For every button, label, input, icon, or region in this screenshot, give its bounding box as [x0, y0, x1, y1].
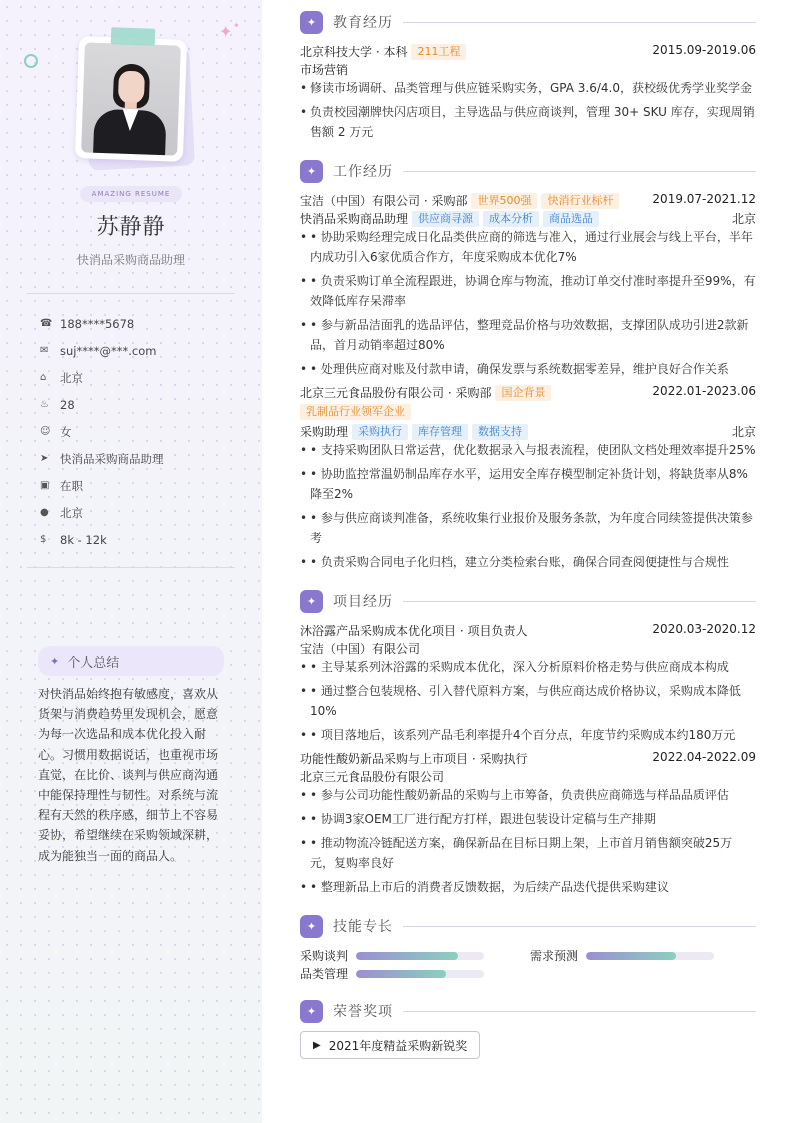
project-period: 2022.04-2022.09: [652, 750, 756, 764]
info-salary: $ 8k - 12k: [40, 532, 107, 547]
briefcase-icon: ▣: [40, 480, 50, 491]
sidebar-divider: [27, 293, 235, 294]
skill-tag: 数据支持: [472, 424, 528, 440]
section-title: 项目经历: [333, 594, 393, 610]
contact-info-list: [40, 310, 240, 553]
list-item: • • 主导某系列沐浴露的采购成本优化，深入分析原料价格走势与供应商成本构成: [300, 657, 756, 677]
school-name: 北京科技大学 · 本科: [300, 45, 408, 59]
gender-icon: ☺: [40, 426, 51, 437]
project-bullets: [300, 785, 756, 901]
skill-bar: [356, 970, 484, 978]
company-tag: 快消行业标杆: [541, 193, 619, 209]
list-item: • • 参与新品洁面乳的选品评估，整理竞品价格与功效数据，支撑团队成功引进2款新品，首月动销率超过80%: [300, 315, 756, 355]
work-location: 北京: [731, 425, 756, 439]
home-icon: ⌂: [40, 372, 47, 383]
section-divider: [403, 926, 756, 927]
sparkle-icon: ✦: [300, 160, 323, 183]
sparkle-icon: ✦: [300, 1000, 323, 1023]
section-divider: [403, 1011, 756, 1012]
skill-tag: 供应商寻源: [412, 211, 479, 227]
work-title-line: [300, 210, 756, 227]
skill-tag: 商品选品: [543, 211, 599, 227]
sidebar-divider: [27, 567, 235, 568]
list-item: • • 负责采购订单全流程跟进，协调仓库与物流，推动订单交付准时率提升至99%，有效降低库存呆滞率: [300, 271, 756, 311]
section-skills-header: [300, 914, 756, 938]
photo-tape: [111, 27, 156, 46]
location-pin-icon: ●: [40, 507, 49, 518]
skill-name: 采购谈判: [300, 949, 349, 963]
list-item: • • 推动物流冷链配送方案，确保新品在目标日期上架，上市首月销售额突破25万元，复购率良好: [300, 833, 756, 873]
skill-name: 品类管理: [300, 967, 349, 981]
list-item: • • 参与公司功能性酸奶新品的采购与上市筹备，负责供应商筛选与样品品质评估: [300, 785, 756, 805]
project-company: 北京三元食品股份有限公司: [300, 770, 445, 784]
candidate-role: 快消品采购商品助理: [76, 253, 185, 267]
education-school-line: [300, 43, 756, 60]
decorative-ring-icon: [24, 54, 38, 68]
company-tag: 乳制品行业领军企业: [300, 404, 411, 420]
skill-tag: 采购执行: [352, 424, 408, 440]
skill-item: [300, 965, 484, 982]
work-company-line: [300, 192, 756, 209]
skill-bar-fill: [356, 970, 446, 978]
sparkle-icon: ✦: [300, 11, 323, 34]
skill-tag: 成本分析: [483, 211, 539, 227]
skill-name: 需求预测: [530, 949, 579, 963]
company-name: 宝洁（中国）有限公司 · 采购部: [300, 194, 468, 208]
job-title: 采购助理: [300, 425, 349, 439]
skill-item: [530, 947, 714, 964]
cake-icon: ♨: [40, 399, 49, 410]
send-icon: ➤: [40, 453, 49, 464]
company-tag: 世界500强: [471, 193, 537, 209]
section-divider: [403, 171, 756, 172]
play-triangle-icon: ▶: [313, 1039, 321, 1051]
sidebar: [0, 0, 262, 1123]
list-item: • • 协助采购经理完成日化品类供应商的筛选与准入，通过行业展会与线上平台，半年内成功引入6家优质合作方，年度采购成本优化7%: [300, 227, 756, 267]
award-item[interactable]: [300, 1031, 480, 1059]
summary-title: 个人总结: [67, 655, 120, 671]
info-email: ✉ suj****@***.com: [40, 343, 157, 358]
section-divider: [403, 601, 756, 602]
sparkle-icon: ✦: [219, 22, 233, 41]
work-company-line: [300, 384, 756, 401]
work-period: 2019.07-2021.12: [652, 192, 756, 206]
info-target-role: ➤ 快消品采购商品助理: [40, 451, 164, 466]
project-name: 功能性酸奶新品采购与上市项目 · 采购执行: [300, 752, 528, 766]
project-name-line: [300, 622, 756, 639]
salary-icon: $: [40, 534, 47, 545]
summary-text: 对快消品始终抱有敏感度，喜欢从货架与消费趋势里发现机会，愿意为每一次选品和成本优化投入耐心。习惯用数据说话，也重视市场直觉，在比价、谈判与供应商沟通中能保持理性与韧性。对系统与流程有天然的秩序感，细节上不容易妥协，希望继续在采购领域深耕，成为能独当一面的商品人。: [38, 687, 219, 863]
info-location: ● 北京: [40, 505, 83, 520]
list-item: • • 参与供应商谈判准备，系统收集行业报价及服务条款，为年度合同续签提供决策参考: [300, 508, 756, 548]
list-item: • 负责校园潮牌快闪店项目，主导选品与供应商谈判，管理 30+ SKU 库存，实现周销售额 2 万元: [300, 102, 756, 142]
section-title: 工作经历: [333, 164, 393, 180]
info-gender: ☺ 女: [40, 424, 72, 439]
education-bullets: [300, 78, 756, 146]
project-name: 沐浴露产品采购成本优化项目 · 项目负责人: [300, 624, 528, 638]
profile-photo-frame: [75, 36, 187, 162]
company-name: 北京三元食品股份有限公司 · 采购部: [300, 386, 492, 400]
school-tag: 211工程: [411, 44, 466, 60]
list-item: • • 项目落地后，该系列产品毛利率提升4个百分点，年度节约采购成本约180万元: [300, 725, 756, 745]
section-awards-header: [300, 999, 756, 1023]
skill-bar-fill: [586, 952, 676, 960]
work-location: 北京: [731, 212, 756, 226]
project-name-line: [300, 750, 756, 767]
section-projects-header: [300, 589, 756, 613]
job-title: 快消品采购商品助理: [300, 212, 409, 226]
sparkle-icon: ✦: [300, 590, 323, 613]
company-tag: 国企背景: [495, 385, 551, 401]
section-title: 技能专长: [333, 919, 393, 935]
work-period: 2022.01-2023.06: [652, 384, 756, 398]
sparkle-icon: ✦: [300, 915, 323, 938]
work-bullets: [300, 440, 756, 576]
award-name: 2021年度精益采购新锐奖: [328, 1038, 468, 1053]
section-title: 教育经历: [333, 15, 393, 31]
resume-badge: AMAZING RESUME: [80, 186, 182, 202]
skill-bar: [586, 952, 714, 960]
info-status: ▣ 在职: [40, 478, 83, 493]
list-item: • • 协助监控常温奶制品库存水平，运用安全库存模型制定补货计划，将缺货率从8%降至2%: [300, 464, 756, 504]
skill-bar-fill: [356, 952, 458, 960]
info-age: ♨ 28: [40, 397, 75, 412]
info-phone: ☎ 188****5678: [40, 316, 135, 331]
email-icon: ✉: [40, 345, 49, 356]
project-company: 宝洁（中国）有限公司: [300, 642, 421, 656]
skill-bar: [356, 952, 484, 960]
section-title: 荣誉奖项: [333, 1004, 393, 1020]
list-item: • • 整理新品上市后的消费者反馈数据，为后续产品迭代提供采购建议: [300, 877, 756, 897]
list-item: • • 支持采购团队日常运营，优化数据录入与报表流程，使团队文档处理效率提升25%: [300, 440, 756, 460]
section-work-header: [300, 159, 756, 183]
list-item: • • 通过整合包装规格、引入替代原料方案，与供应商达成价格协议，采购成本降低10%: [300, 681, 756, 721]
info-home: ⌂ 北京: [40, 370, 83, 385]
project-bullets: [300, 657, 756, 749]
work-title-line: [300, 423, 756, 440]
skill-item: [300, 947, 484, 964]
list-item: • 修读市场调研、品类管理与供应链采购实务，GPA 3.6/4.0，获校级优秀学业奖学金: [300, 78, 756, 98]
skill-tag: 库存管理: [412, 424, 468, 440]
phone-icon: ☎: [40, 318, 53, 329]
education-major: 市场营销: [300, 63, 349, 77]
candidate-name: 苏静静: [96, 215, 166, 240]
profile-photo: [81, 42, 181, 155]
summary-header: [38, 646, 224, 676]
list-item: • • 负责采购合同电子化归档，建立分类检索台账，确保合同查阅便捷性与合规性: [300, 552, 756, 572]
sparkle-icon: ✦: [50, 654, 60, 668]
list-item: • • 协调3家OEM工厂进行配方打样，跟进包装设计定稿与生产排期: [300, 809, 756, 829]
section-divider: [403, 22, 756, 23]
project-period: 2020.03-2020.12: [652, 622, 756, 636]
education-period: 2015.09-2019.06: [652, 43, 756, 57]
section-education-header: [300, 10, 756, 34]
work-bullets: [300, 227, 756, 383]
list-item: • • 处理供应商对账及付款申请，确保发票与系统数据零差异，维护良好合作关系: [300, 359, 756, 379]
sparkle-small-icon: ✦: [233, 21, 240, 30]
work-tag-line: [296, 404, 752, 420]
